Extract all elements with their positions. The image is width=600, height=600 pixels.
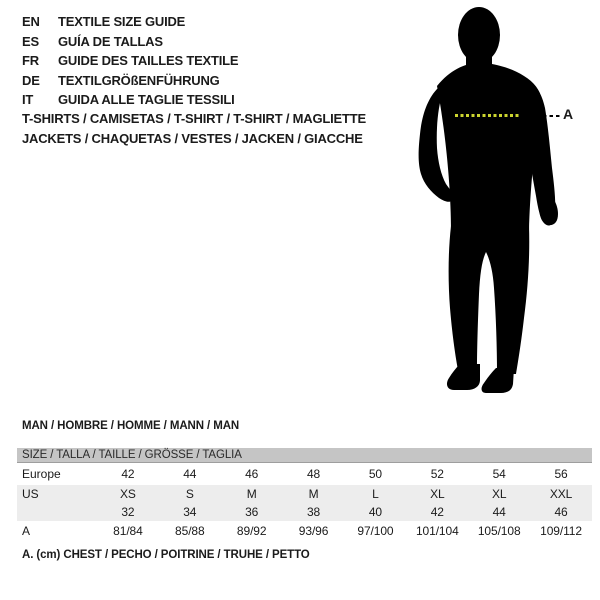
size-cell: 101/104 (415, 524, 459, 538)
language-guide-title: TEXTILGRÖßENFÜHRUNG (58, 72, 220, 88)
size-cell: 46 (554, 505, 568, 519)
size-cell: XL (430, 487, 445, 501)
size-cell: XS (120, 487, 136, 501)
size-cell: 97/100 (357, 524, 394, 538)
measurement-footnote: A. (cm) CHEST / PECHO / POITRINE / TRUHE / PETTO (22, 549, 310, 561)
size-cell: 50 (368, 467, 383, 481)
language-row (22, 71, 238, 91)
section-heading-man: MAN / HOMBRE / HOMME / MANN / MAN (22, 420, 240, 432)
language-row (22, 12, 238, 32)
size-cell: M (308, 487, 319, 501)
size-cell: 38 (306, 505, 321, 519)
category-tshirts: T-SHIRTS / CAMISETAS / T-SHIRT / T-SHIRT / MAGLIETTE (22, 111, 366, 126)
language-guide-title: GUÍA DE TALLAS (58, 33, 163, 49)
chest-measure-dashed-line (455, 114, 519, 117)
size-cell: L (372, 487, 379, 501)
size-table-header: SIZE / TALLA / TAILLE / GRÖSSE / TAGLIA (17, 448, 592, 463)
size-cell: 81/84 (113, 524, 143, 538)
size-cell: 42 (121, 467, 135, 481)
size-cell: XXL (549, 487, 573, 501)
size-cell: 36 (245, 505, 259, 519)
garment-categories (22, 109, 366, 148)
language-code: DE (22, 72, 40, 88)
category-jackets: JACKETS / CHAQUETAS / VESTES / JACKEN / GIACCHE (22, 130, 363, 146)
size-table (17, 448, 592, 541)
language-guide-title: GUIDE DES TAILLES TEXTILE (58, 53, 239, 69)
language-code: EN (22, 14, 40, 30)
size-cell: 109/112 (540, 524, 582, 538)
language-row (22, 90, 238, 110)
language-row (22, 51, 238, 71)
size-cell: 52 (430, 467, 444, 481)
row-label: Europe (22, 467, 61, 481)
man-silhouette-figure (412, 4, 570, 404)
language-code: IT (22, 92, 34, 108)
man-silhouette-icon (412, 4, 570, 404)
table-row-us (17, 485, 592, 503)
language-code: FR (22, 53, 39, 69)
size-cell: 54 (492, 467, 506, 481)
size-cell: 48 (306, 467, 321, 481)
size-cell: 44 (492, 505, 506, 519)
language-guide-title: TEXTILE SIZE GUIDE (58, 14, 186, 30)
size-cell: 42 (430, 505, 444, 519)
size-cell: 89/92 (236, 524, 267, 538)
chest-measure-label: A (563, 106, 573, 122)
language-guide-list (22, 12, 238, 110)
language-code: ES (22, 33, 39, 49)
size-cell: 85/88 (175, 524, 205, 538)
size-cell: XL (491, 487, 507, 501)
size-cell: 34 (183, 505, 197, 519)
size-cell: 44 (183, 467, 197, 481)
language-guide-title: GUIDA ALLE TAGLIE TESSILI (58, 92, 235, 108)
row-label: US (22, 487, 39, 501)
size-cell: 40 (368, 505, 383, 519)
table-row-chest-a (17, 521, 592, 541)
size-cell: 46 (245, 467, 259, 481)
language-row (22, 32, 238, 52)
chest-measure-leader-dashes (543, 115, 562, 117)
table-row-europe (17, 463, 592, 485)
size-cell: 32 (121, 505, 135, 519)
size-cell: 93/96 (298, 524, 329, 538)
size-cell: 105/108 (477, 524, 521, 538)
size-cell: 56 (554, 467, 568, 481)
size-cell: M (246, 487, 257, 501)
row-label: A (22, 524, 31, 538)
size-cell: S (185, 487, 194, 501)
table-row-numeric (17, 503, 592, 521)
